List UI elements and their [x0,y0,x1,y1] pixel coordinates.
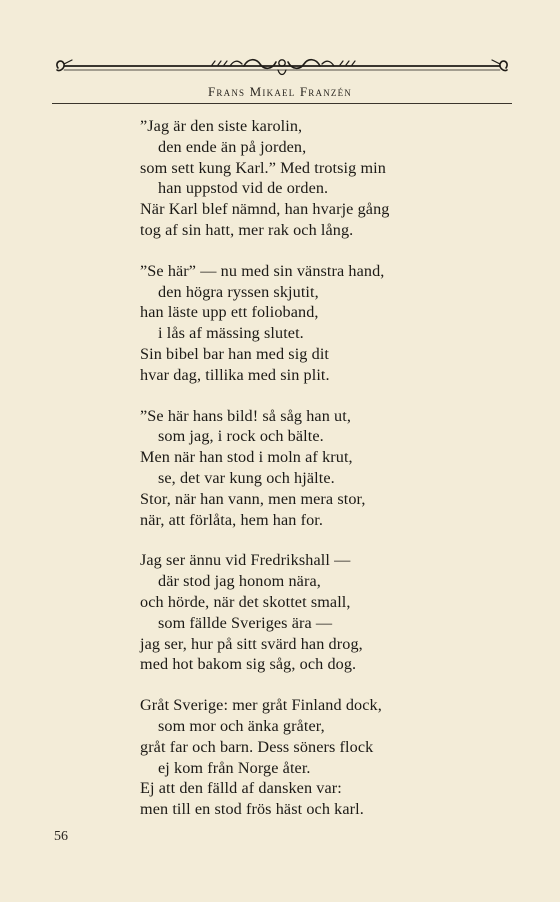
poem-line: när, att förlåta, hem han for. [140,510,324,529]
poem-line: han läste upp ett folioband, [140,303,319,322]
poem-line: han uppstod vid de orden. [158,179,329,198]
stanza [140,261,460,386]
poem-line: tog af sin hatt, mer rak och lång. [140,220,354,239]
stanza [140,695,460,820]
poem-line: ”Se här” — nu med sin vänstra hand, [140,261,385,280]
poem-line: den högra ryssen skjutit, [158,282,319,301]
poem-line: Sin bibel bar han med sig dit [140,344,330,363]
stanza [140,550,460,675]
header-ornament-icon [52,50,512,86]
poem-line: hvar dag, tillika med sin plit. [140,365,330,384]
poem-line: När Karl blef nämnd, han hvarje gång [140,200,390,219]
poem-body [140,116,460,840]
poem-line: Gråt Sverige: mer gråt Finland dock, [140,696,382,715]
poem-line: jag ser, hur på sitt svärd han drog, [140,634,363,653]
page-number: 56 [54,829,68,844]
poem-line: med hot bakom sig såg, och dog. [140,655,357,674]
poem-line: i lås af mässing slutet. [158,324,304,343]
header-rule [52,103,512,104]
poem-line: som mor och änka gråter, [158,716,325,735]
poem-line: och hörde, när det skottet small, [140,592,351,611]
poem-line: gråt far och barn. Dess söners flock [140,737,374,756]
poem-line: den ende än på jorden, [158,137,307,156]
poem-line: som jag, i rock och bälte. [158,427,324,446]
poem-line: Stor, när han vann, men mera stor, [140,489,366,508]
poem-line: ”Jag är den siste karolin, [140,117,303,135]
poem-line: Men när han stod i moln af krut, [140,448,353,467]
poem-line: som sett kung Karl.” Med trotsig min [140,158,386,177]
poem-line: Ej att den fälld af dansken var: [140,779,342,798]
running-head-title: Frans Mikael Franzén [207,84,352,99]
poem-line: där stod jag honom nära, [158,572,321,591]
poem-line: som fällde Sveriges ära — [158,613,333,632]
poem-line: Jag ser ännu vid Fredrikshall — [140,551,351,570]
stanza [140,406,460,531]
poem-line: ”Se här hans bild! så såg han ut, [140,406,351,425]
poem-line: men till en stod frös häst och karl. [140,800,364,819]
poem-line: ej kom från Norge åter. [158,758,311,777]
poem-line: se, det var kung och hjälte. [158,468,335,487]
stanza [140,116,460,241]
